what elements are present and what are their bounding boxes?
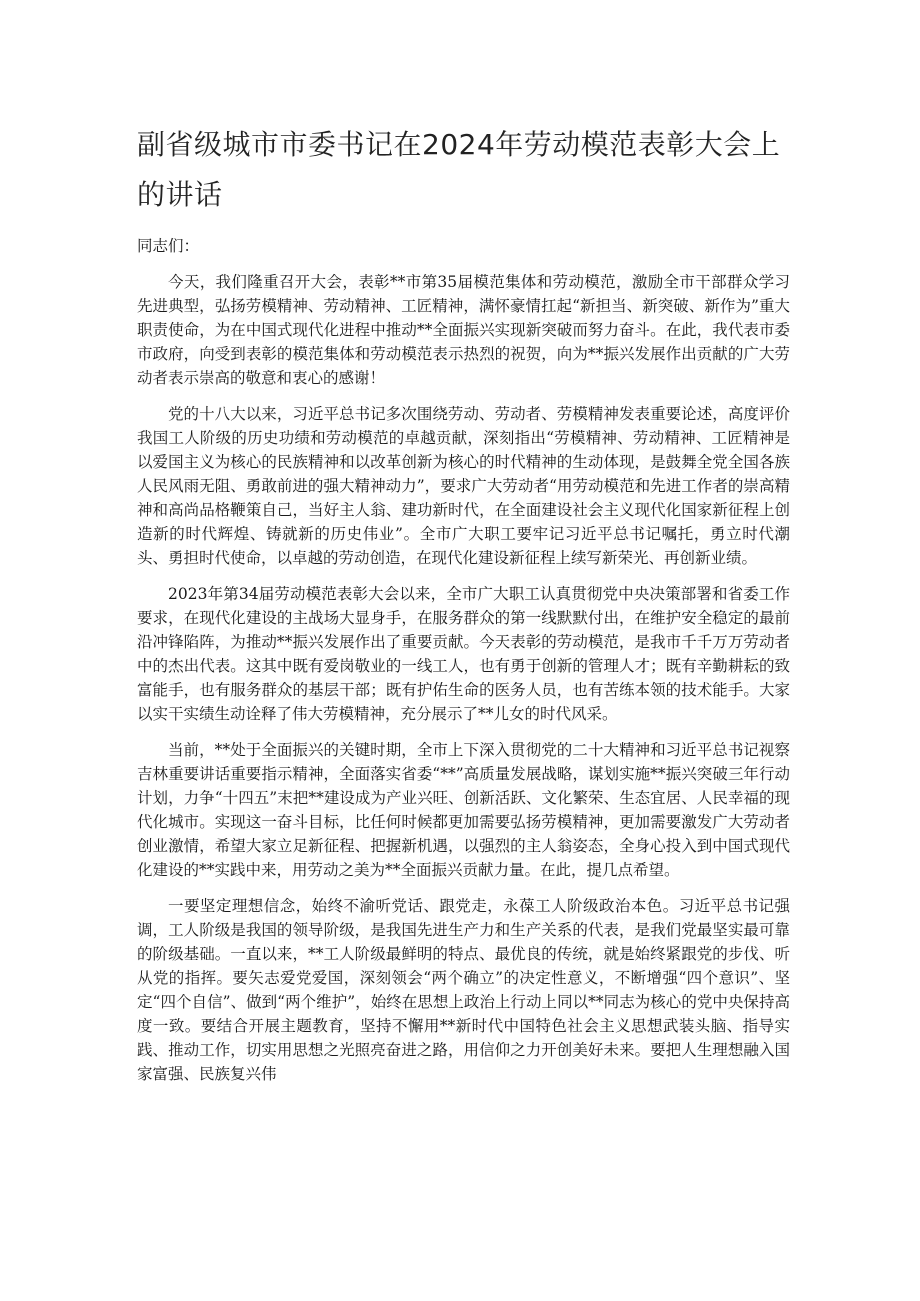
document-title: 副省级城市市委书记在2024年劳动模范表彰大会上的讲话: [137, 128, 781, 211]
salutation: 同志们：: [137, 237, 200, 255]
paragraph-2: 党的十八大以来，习近平总书记多次围绕劳动、劳动者、劳模精神发表重要论述，高度评价我国工人阶级的历史功绩和劳动模范的卓越贡献，深刻指出“劳模精神、劳动精神、工匠精神是以爱国主义为核心的民族精神和以改革创新为核心的时代精神的生动体现，是鼓舞全党全国各族人民风雨无阻、勇敢前进的强大精神动力”，要求广大劳动者“用劳动模范和先进工作者的崇高精神和高尚品格鞭策自己，当好主人翁、建功新时代，在全面建设社会主义现代化国家新征程上创造新的时代辉煌、铸就新的历史伟业”。全市广大职工要牢记习近平总书记嘱托，勇立时代潮头、勇担时代使命，以卓越的劳动创造，在现代化建设新征程上续写新荣光、再创新业绩。: [137, 405, 790, 567]
document-page: [137, 120, 790, 1098]
paragraph-3: 2023年第34届劳动模范表彰大会以来，全市广大职工认真贯彻党中央决策部署和省委工作要求，在现代化建设的主战场大显身手，在服务群众的第一线默默付出，在维护安全稳定的最前沿冲锋陷阵，为推动**振兴发展作出了重要贡献。今天表彰的劳动模范，是我市千千万万劳动者中的杰出代表。这其中既有爱岗敬业的一线工人，也有勇于创新的管理人才；既有辛勤耕耘的致富能手，也有服务群众的基层干部；既有护佑生命的医务人员，也有苦练本领的技术能手。大家以实干实绩生动诠释了伟大劳模精神，充分展示了**儿女的时代风采。: [137, 585, 790, 723]
paragraph-5: 一要坚定理想信念，始终不渝听党话、跟党走，永葆工人阶级政治本色。习近平总书记强调，工人阶级是我国的领导阶级，是我国先进生产力和生产关系的代表，是我们党最坚实最可靠的阶级基础。一直以来，**工人阶级最鲜明的特点、最优良的传统，就是始终紧跟党的步伐、听从党的指挥。要矢志爱党爱国，深刻领会“两个确立”的决定性意义，不断增强“四个意识”、坚定“四个自信”、做到“两个维护”，始终在思想上政治上行动上同以**同志为核心的党中央保持高度一致。要结合开展主题教育，坚持不懈用**新时代中国特色社会主义思想武装头脑、指导实践、推动工作，切实用思想之光照亮奋进之路，用信仰之力开创美好未来。要把人生理想融入国家富强、民族复兴伟: [137, 897, 790, 1083]
paragraph-4: 当前，**处于全面振兴的关键时期，全市上下深入贯彻党的二十大精神和习近平总书记视察吉林重要讲话重要指示精神，全面落实省委“**”高质量发展战略，谋划实施**振兴突破三年行动计划，力争“十四五”末把**建设成为产业兴旺、创新活跃、文化繁荣、生态宜居、人民幸福的现代化城市。实现这一奋斗目标，比任何时候都更加需要弘扬劳模精神，更加需要激发广大劳动者创业激情，希望大家立足新征程、把握新机遇，以强烈的主人翁姿态，全身心投入到中国式现代化建设的**实践中来，用劳动之美为**全面振兴贡献力量。在此，提几点希望。: [137, 741, 790, 879]
paragraph-1: 今天，我们隆重召开大会，表彰**市第35届模范集体和劳动模范，激励全市干部群众学习先进典型，弘扬劳模精神、劳动精神、工匠精神，满怀豪情扛起“新担当、新突破、新作为”重大职责使命，为在中国式现代化进程中推动**全面振兴实现新突破而努力奋斗。在此，我代表市委市政府，向受到表彰的模范集体和劳动模范表示热烈的祝贺，向为**振兴发展作出贡献的广大劳动者表示崇高的敬意和衷心的感谢！: [137, 273, 790, 387]
